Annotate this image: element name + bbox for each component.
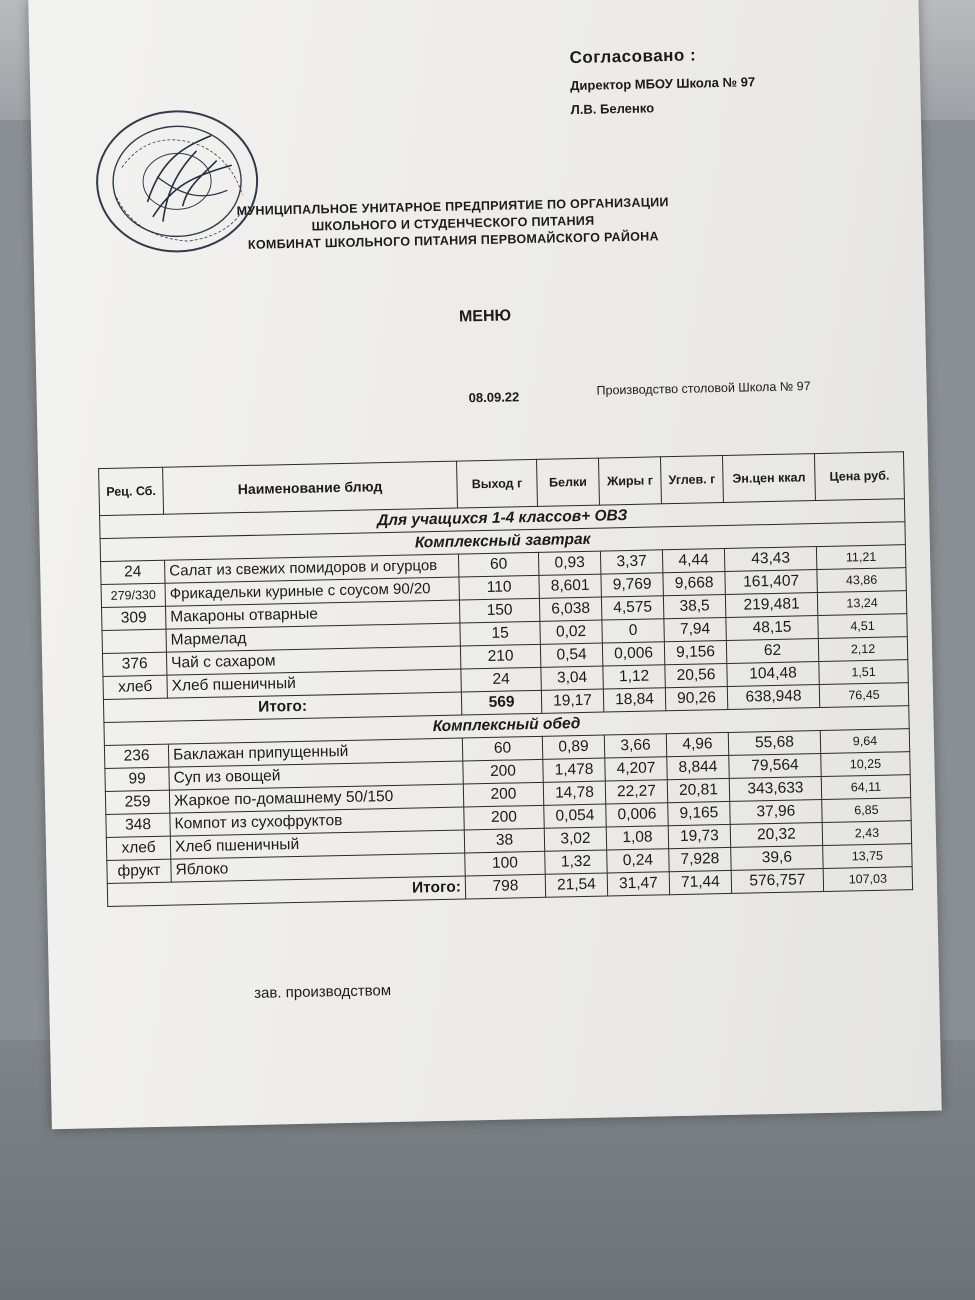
cell-fat: 1,08 [606, 826, 668, 850]
total-output: 569 [461, 690, 541, 715]
total-protein: 21,54 [545, 873, 607, 897]
header-protein: Белки [537, 458, 600, 506]
cell-price: 10,25 [821, 752, 910, 777]
cell-fat: 0 [602, 619, 664, 643]
breakfast-title: Комплексный завтрак [100, 522, 905, 562]
cell-protein: 0,89 [542, 735, 604, 759]
total-output: 798 [465, 874, 545, 899]
cell-energy: 343,633 [729, 777, 821, 802]
cell-energy: 219,481 [725, 593, 817, 618]
total-fat: 18,84 [603, 688, 665, 712]
cell-price: 2,12 [818, 637, 907, 662]
approval-block [569, 44, 755, 117]
total-price: 76,45 [819, 683, 908, 708]
cell-energy: 161,407 [725, 570, 817, 595]
cell-fat: 3,37 [600, 550, 662, 574]
header-name: Наименование блюд [163, 461, 458, 514]
header-output: Выход г [457, 459, 538, 508]
cell-energy: 79,564 [729, 754, 821, 779]
cell-carbs: 9,165 [668, 801, 730, 825]
cell-fat: 0,006 [602, 642, 664, 666]
cell-rec: хлеб [106, 836, 170, 860]
total-price: 107,03 [823, 867, 912, 892]
cell-protein: 0,02 [540, 620, 602, 644]
cell-price: 4,51 [818, 614, 907, 639]
cell-fat: 3,66 [604, 734, 666, 758]
total-energy: 576,757 [731, 868, 823, 893]
footer-signature-label: зав. производством [253, 982, 392, 1002]
cell-rec: 348 [106, 813, 170, 837]
cell-rec [102, 629, 166, 653]
cell-carbs: 38,5 [663, 594, 725, 618]
cell-carbs: 7,928 [669, 847, 731, 871]
cell-output: 150 [459, 598, 539, 623]
total-protein: 19,17 [541, 689, 603, 713]
cell-energy: 48,15 [726, 616, 818, 641]
cell-output: 15 [460, 621, 540, 646]
cell-protein: 1,478 [543, 758, 605, 782]
organization-line-1: МУНИЦИПАЛЬНОЕ УНИТАРНОЕ ПРЕДПРИЯТИЕ ПО ОРГАНИЗАЦИИ [236, 195, 669, 219]
header-energy: Эн.цен ккал [722, 454, 815, 503]
cell-fat: 0,24 [607, 849, 669, 873]
cell-rec: фрукт [107, 859, 171, 883]
cell-energy: 39,6 [731, 845, 823, 870]
menu-title: МЕНЮ [458, 307, 512, 326]
cell-fat: 0,006 [606, 803, 668, 827]
cell-output: 210 [460, 644, 540, 669]
cell-output: 24 [461, 667, 541, 692]
cell-protein: 6,038 [539, 597, 601, 621]
cell-output: 110 [459, 575, 539, 600]
cell-carbs: 19,73 [668, 824, 730, 848]
cell-protein: 0,54 [540, 643, 602, 667]
cell-rec: 309 [102, 606, 166, 630]
cell-price: 6,85 [822, 798, 911, 823]
cell-output: 200 [463, 782, 543, 807]
cell-price: 43,86 [817, 568, 906, 593]
header-price: Цена руб. [814, 452, 904, 501]
total-carbs: 90,26 [665, 686, 727, 710]
cell-protein: 3,04 [541, 666, 603, 690]
cell-fat: 4,575 [601, 596, 663, 620]
menu-table [98, 451, 913, 907]
cell-name: Хлеб пшеничный [170, 830, 464, 859]
cell-name: Компот из сухофруктов [170, 807, 464, 836]
approval-name: Л.В. Беленко [570, 100, 655, 118]
cell-rec: 376 [102, 652, 166, 676]
cell-name: Макароны отварные [166, 600, 460, 629]
approval-title: Согласовано : [569, 45, 697, 68]
cell-protein: 0,054 [544, 804, 606, 828]
cell-fat: 1,12 [603, 665, 665, 689]
cell-output: 60 [458, 552, 538, 577]
cell-energy: 104,48 [727, 662, 819, 687]
cell-output: 200 [464, 805, 544, 830]
menu-date: 08.09.22 [468, 389, 520, 406]
cell-rec: 259 [105, 790, 169, 814]
cell-carbs: 20,81 [667, 778, 729, 802]
header-carbs: Углев. г [660, 456, 723, 504]
cell-carbs: 9,668 [663, 571, 725, 595]
cell-name: Яблоко [171, 853, 465, 882]
cell-rec: хлеб [103, 675, 167, 699]
cell-rec: 99 [105, 767, 169, 791]
cell-carbs: 20,56 [665, 663, 727, 687]
cell-name: Мармелад [166, 623, 460, 652]
cell-energy: 55,68 [728, 731, 820, 756]
cell-price: 64,11 [821, 775, 910, 800]
cell-carbs: 7,94 [664, 617, 726, 641]
cell-carbs: 8,844 [667, 755, 729, 779]
cell-output: 200 [463, 759, 543, 784]
approval-director: Директор МБОУ Школа № 97 [570, 74, 756, 94]
cell-name: Хлеб пшеничный [167, 669, 461, 698]
total-fat: 31,47 [607, 872, 669, 896]
cell-price: 9,64 [820, 729, 909, 754]
cell-fat: 4,207 [605, 757, 667, 781]
cell-price: 13,24 [817, 591, 906, 616]
cell-price: 13,75 [823, 844, 912, 869]
cell-protein: 1,32 [545, 850, 607, 874]
cell-fat: 9,769 [601, 573, 663, 597]
cell-name: Баклажан припущенный [168, 738, 462, 767]
cell-carbs: 9,156 [664, 640, 726, 664]
header-rec: Рец. Сб. [99, 467, 164, 515]
cell-carbs: 4,96 [666, 732, 728, 756]
total-label: Итого: [103, 692, 461, 722]
cell-price: 1,51 [819, 660, 908, 685]
cell-name: Чай с сахаром [166, 646, 460, 675]
cell-price: 2,43 [822, 821, 911, 846]
cell-protein: 8,601 [539, 574, 601, 598]
cell-protein: 0,93 [538, 551, 600, 575]
cell-output: 38 [464, 828, 544, 853]
document-sheet [28, 0, 941, 1129]
organization-header [183, 193, 724, 255]
header-fat: Жиры г [598, 457, 661, 505]
cell-rec: 24 [101, 560, 165, 584]
cell-name: Фрикадельки куриные с соусом 90/20 [165, 577, 459, 606]
cell-carbs: 4,44 [662, 548, 724, 572]
cell-name: Салат из свежих помидоров и огурцов [165, 554, 459, 583]
cell-price: 11,21 [816, 545, 905, 570]
production-label: Производство столовой Школа № 97 [596, 379, 811, 398]
total-energy: 638,948 [727, 685, 819, 710]
cell-rec: 236 [104, 744, 168, 768]
cell-name: Суп из овощей [169, 761, 463, 790]
cell-energy: 62 [726, 639, 818, 664]
cell-energy: 20,32 [730, 822, 822, 847]
cell-protein: 14,78 [543, 781, 605, 805]
cell-rec: 279/330 [101, 583, 165, 607]
cell-output: 60 [462, 736, 542, 761]
organization-line-2: ШКОЛЬНОГО И СТУДЕНЧЕСКОГО ПИТАНИЯ [311, 213, 595, 234]
total-carbs: 71,44 [669, 870, 731, 894]
cell-protein: 3,02 [544, 827, 606, 851]
organization-line-3: КОМБИНАТ ШКОЛЬНОГО ПИТАНИЯ ПЕРВОМАЙСКОГО РАЙОНА [247, 229, 659, 252]
cell-energy: 43,43 [724, 547, 816, 572]
cell-name: Жаркое по-домашнему 50/150 [169, 784, 463, 813]
cell-energy: 37,96 [730, 800, 822, 825]
cell-output: 100 [465, 851, 545, 876]
group-title: Для учащихся 1-4 классов+ ОВЗ [100, 499, 905, 539]
lunch-title: Комплексный обед [104, 706, 909, 746]
total-label: Итого: [107, 876, 465, 906]
cell-fat: 22,27 [605, 780, 667, 804]
